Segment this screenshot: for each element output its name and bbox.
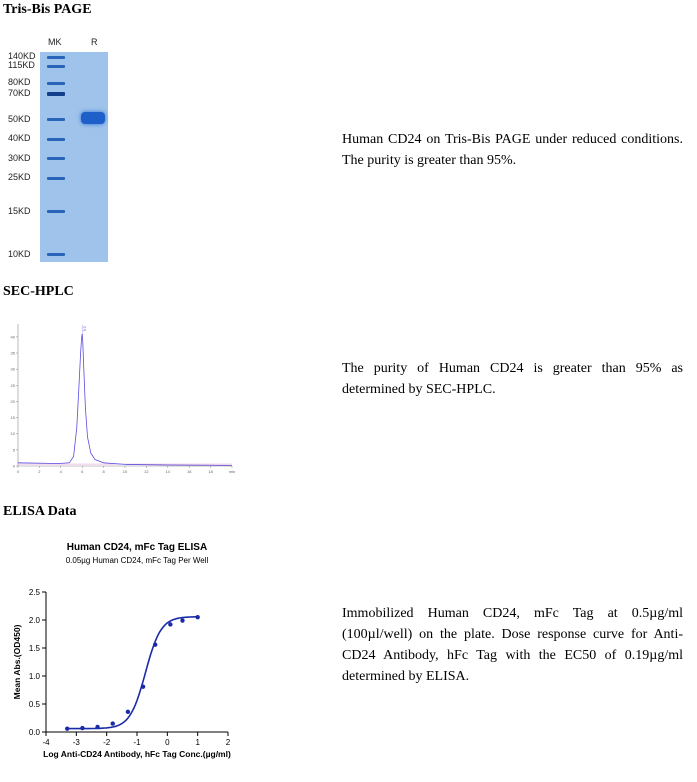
y-tick-label: 1.5 (28, 644, 40, 653)
marker-label: 30KD (8, 153, 31, 163)
marker-band (47, 56, 65, 59)
x-tick-label: -3 (72, 738, 80, 747)
x-tick-label: 18 (208, 469, 213, 474)
elisa-section-title: ELISA Data (3, 504, 77, 519)
x-tick-label: 4 (59, 469, 62, 474)
elisa-chart (6, 534, 266, 770)
x-axis-label: Log Anti-CD24 Antibody, hFc Tag Conc.(µg/ml) (43, 749, 231, 759)
series-line (18, 334, 232, 466)
elisa-description: Immobilized Human CD24, mFc Tag at 0.5µg/ml (100µl/well) on the plate. Dose response curve for Anti-CD24 Antibody, hFc Tag with the EC50 of 0.19µg/ml determined by ELISA. (342, 606, 683, 684)
sec-section-title: SEC-HPLC (3, 284, 74, 299)
marker-band (47, 210, 65, 213)
lane-label-mk: MK (48, 37, 62, 47)
marker-band (47, 92, 65, 96)
x-tick-label: -4 (42, 738, 50, 747)
data-point (153, 642, 157, 646)
fit-curve (67, 617, 198, 729)
x-tick-label: -1 (133, 738, 141, 747)
marker-label: 140KD (8, 51, 36, 61)
marker-band (47, 253, 65, 256)
y-tick-label: 5 (12, 447, 15, 453)
data-point (168, 622, 172, 626)
peak-label: 6.0 (83, 326, 88, 332)
marker-label: 15KD (8, 206, 31, 216)
data-point (80, 726, 84, 730)
x-tick-label: 12 (144, 469, 149, 474)
x-tick-label: 0 (16, 469, 20, 474)
y-tick-label: 2.5 (28, 588, 40, 597)
y-axis-label: Mean Abs.(OD450) (12, 624, 22, 700)
marker-band (47, 157, 65, 160)
data-point (111, 721, 115, 725)
y-tick-label: 0.0 (28, 728, 40, 737)
marker-label: 80KD (8, 77, 31, 87)
data-point (65, 726, 69, 730)
data-point (95, 725, 99, 729)
lane-label-r: R (91, 37, 98, 47)
x-tick-label: 8 (102, 469, 105, 474)
x-tick-label: 2 (225, 738, 231, 747)
marker-band (47, 65, 65, 68)
page-section-title: Tris-Bis PAGE (3, 2, 92, 17)
y-tick-label: 1.0 (28, 672, 40, 681)
data-point (195, 615, 199, 619)
x-tick-label: 16 (186, 469, 192, 474)
y-tick-label: 15 (10, 415, 15, 421)
marker-label: 70KD (8, 88, 31, 98)
marker-label: 25KD (8, 172, 31, 182)
data-point (126, 710, 130, 714)
chart-title: Human CD24, mFc Tag ELISA (66, 542, 208, 553)
y-tick-label: 0.5 (28, 700, 40, 709)
x-tick-label: 6 (81, 469, 84, 474)
page-description: Human CD24 on Tris-Bis PAGE under reduced conditions. The purity is greater than 95%. (342, 132, 683, 168)
x-tick-label: min (228, 469, 236, 474)
marker-label: 115KD (8, 60, 35, 70)
marker-label: 40KD (8, 133, 31, 143)
marker-band (47, 82, 65, 85)
chart-subtitle: 0.05µg Human CD24, mFc Tag Per Well (65, 556, 209, 565)
y-tick-label: 30 (10, 366, 15, 372)
x-tick-label: 0 (165, 738, 170, 747)
marker-band (47, 138, 65, 141)
sec-description: The purity of Human CD24 is greater than 95% as determined by SEC-HPLC. (342, 361, 683, 397)
data-point (180, 618, 184, 622)
x-tick-label: 10 (122, 469, 128, 474)
marker-label: 10KD (8, 249, 31, 259)
marker-band (47, 118, 65, 121)
x-tick-label: -2 (103, 738, 111, 747)
y-tick-label: 2.0 (28, 616, 40, 625)
y-tick-label: 10 (10, 431, 15, 437)
y-tick-label: 40 (10, 334, 15, 340)
sec-hplc-chart (6, 316, 238, 486)
y-tick-label: 20 (10, 398, 15, 404)
y-tick-label: 35 (10, 350, 15, 356)
y-tick-label: 25 (10, 382, 15, 388)
sample-band (81, 112, 105, 124)
y-tick-label: 0 (12, 463, 15, 469)
data-point (141, 684, 145, 688)
marker-label: 50KD (8, 114, 31, 124)
x-tick-label: 14 (165, 469, 171, 474)
x-tick-label: 1 (195, 738, 200, 747)
x-tick-label: 2 (38, 469, 41, 474)
marker-band (47, 177, 65, 180)
